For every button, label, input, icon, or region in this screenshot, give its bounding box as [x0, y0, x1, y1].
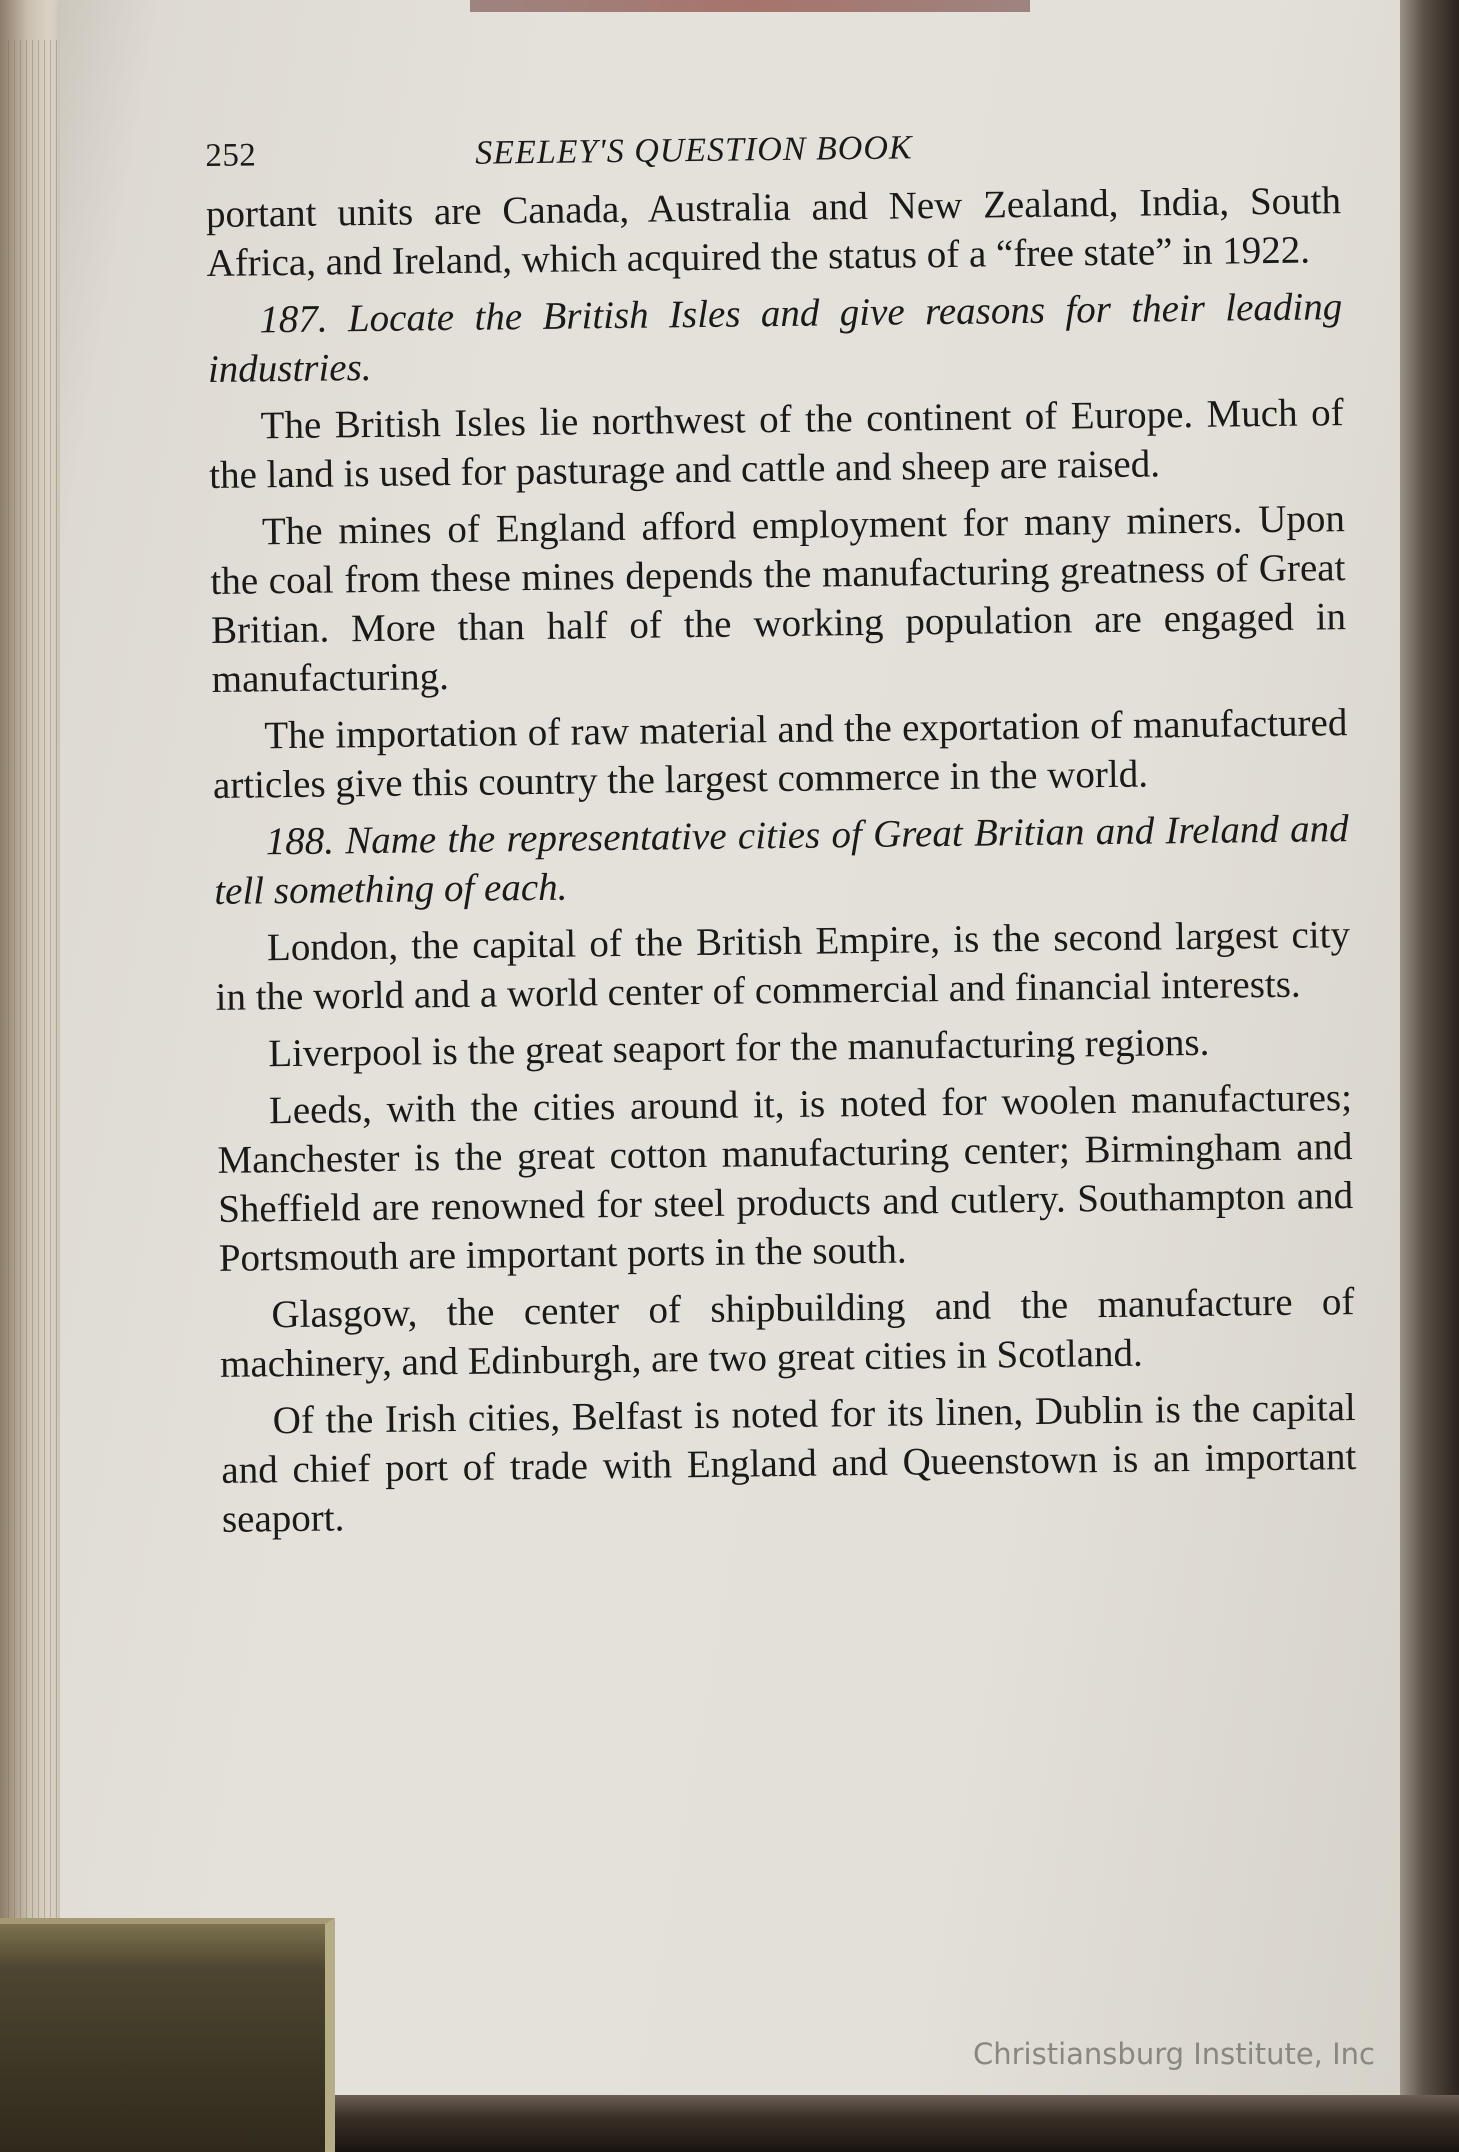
- running-title: SEELEY'S QUESTION BOOK: [475, 129, 913, 172]
- answer-paragraph: The British Isles lie northwest of the continent of Europe. Much of the land is used for pasturage and cattle and sheep are raised.: [208, 391, 1344, 497]
- answer-paragraph: The mines of England afford employment for many miners. Upon the coal from these mines depends the manufacturing greatness of Great Britian. More than half of the working population are engaged in manufacturing.: [210, 497, 1347, 701]
- answer-paragraph: London, the capital of the British Empire, is the second largest city in the world and a world center of commercial and financial interests.: [215, 913, 1351, 1019]
- body-text: [206, 176, 1357, 1544]
- question-187: 187. Locate the British Isles and give reasons for their leading industries.: [207, 285, 1343, 391]
- top-binding-strip: [470, 0, 1030, 12]
- answer-paragraph: Glasgow, the center of shipbuilding and the manufacture of machinery, and Edinburgh, are two great cities in Scotland.: [219, 1280, 1355, 1386]
- bookmark-card: [0, 1918, 335, 2152]
- question-188: 188. Name the representative cities of Great Britian and Ireland and tell something of each.: [214, 807, 1349, 913]
- answer-paragraph: Leeds, with the cities around it, is noted for woolen manufactures; Manchester is the great cotton manufacturing center; Birmingham and Sheffield are renowned for steel products and cutlery. Southampton and Portsmouth are important ports in the south.: [217, 1076, 1354, 1280]
- watermark: Christiansburg Institute, Inc: [973, 2037, 1375, 2071]
- answer-paragraph: Of the Irish cities, Belfast is noted for its linen, Dublin is the capital and chief port of trade with England and Queenstown is an important seaport.: [221, 1386, 1357, 1541]
- page-stack-lines: [8, 40, 63, 1920]
- paragraph-continuation: portant units are Canada, Australia and New Zealand, India, South Africa, and Ireland, which acquired the status of a “free state” in 1922.: [205, 179, 1342, 285]
- answer-paragraph: Liverpool is the great seaport for the manufacturing regions.: [268, 1020, 1210, 1076]
- right-page-edge: [1400, 0, 1459, 2152]
- page-text-block: [205, 116, 1357, 1552]
- page-number: 252: [205, 137, 257, 174]
- answer-paragraph: The importation of raw material and the exportation of manufactured articles give this country the largest commerce in the world.: [212, 701, 1348, 807]
